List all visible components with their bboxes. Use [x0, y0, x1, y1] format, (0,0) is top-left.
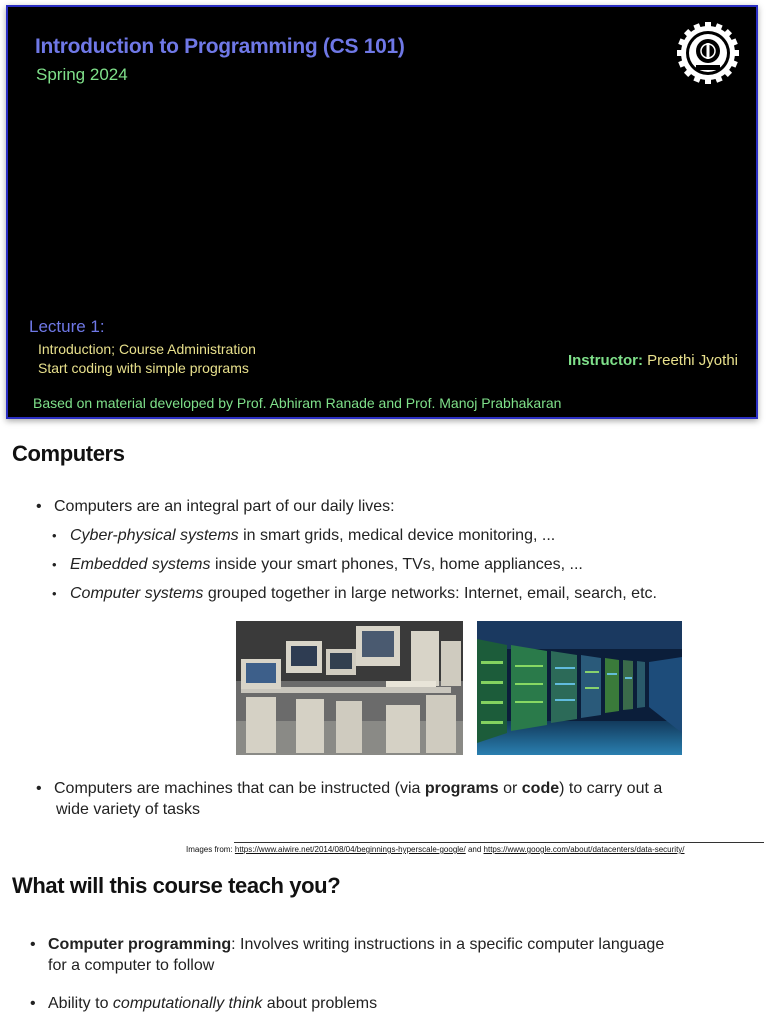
- list-item: • Computer systems grouped together in large networks: Internet, email, search, etc.: [52, 585, 657, 602]
- list-item: • Embedded systems inside your smart phones, TVs, home appliances, ...: [52, 556, 583, 573]
- list-item-continuation: for a computer to follow: [48, 957, 215, 974]
- instructor-label: Instructor:: [567, 352, 643, 369]
- lecture-topic-1: Introduction; Course Administration: [38, 341, 256, 357]
- list-item-continuation: wide variety of tasks: [56, 801, 201, 818]
- data-center-image: [477, 621, 682, 755]
- lecture-topic-2: Start coding with simple programs: [38, 360, 249, 376]
- old-computers-image: [236, 621, 463, 755]
- list-item: • Computers are machines that can be instructed (via programs or code) to carry out a: [36, 780, 663, 797]
- iit-bombay-logo-icon: [676, 21, 740, 85]
- credit-link-1[interactable]: https://www.aiwire.net/2014/08/04/beginnings-hyperscale-google/: [234, 845, 466, 854]
- course-title: Introduction to Programming (CS 101): [35, 35, 405, 58]
- list-item: • Cyber-physical systems in smart grids, medical device monitoring, ...: [52, 527, 556, 544]
- lecture-number: Lecture 1:: [29, 317, 105, 336]
- course-teach-heading: What will this course teach you?: [12, 873, 341, 898]
- course-term: Spring 2024: [36, 65, 128, 84]
- list-item: • Ability to computationally think about problems: [30, 995, 378, 1012]
- instructor: [568, 352, 738, 369]
- attribution-footer: Based on material developed by Prof. Abhiram Ranade and Prof. Manoj Prabhakaran: [33, 395, 562, 411]
- credit-link-2[interactable]: https://www.google.com/about/datacenters/data-security/: [483, 845, 685, 854]
- image-credit: Images from: https://www.aiwire.net/2014/08/04/beginnings-hyperscale-google/ and https://www.google.com/about/datacenters/data-security/: [186, 845, 685, 854]
- credit-divider: [234, 842, 764, 843]
- list-item: • Computers are an integral part of our daily lives:: [36, 498, 395, 515]
- title-slide: [6, 5, 758, 419]
- list-item: • Computer programming: Involves writing instructions in a specific computer language: [30, 936, 665, 953]
- computers-heading: Computers: [12, 441, 125, 466]
- instructor-name: Preethi Jyothi: [647, 352, 738, 369]
